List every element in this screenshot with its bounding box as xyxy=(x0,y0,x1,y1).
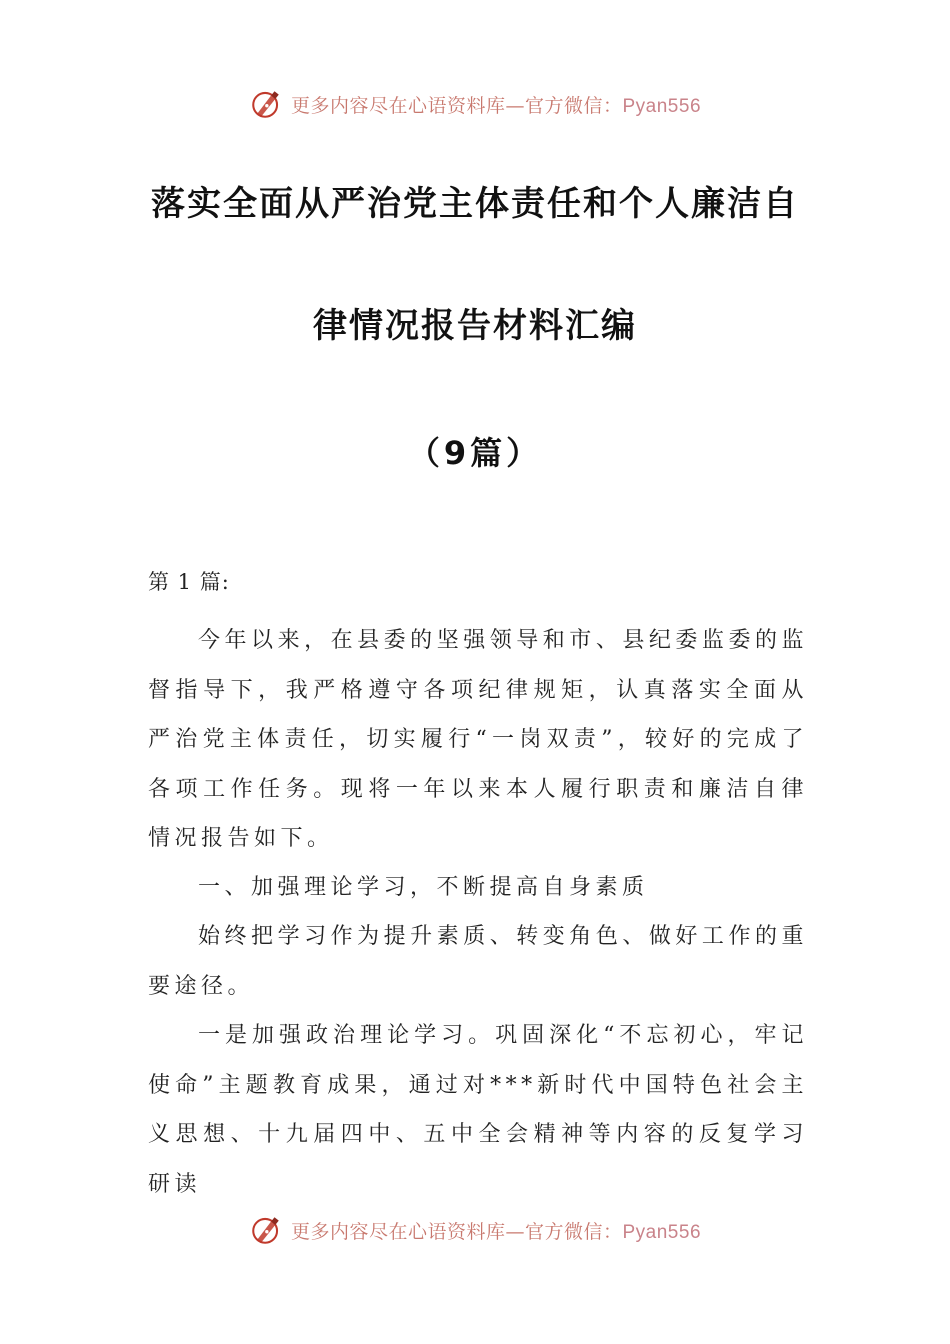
paragraph-study xyxy=(148,912,808,1011)
paragraph-text: 始终把学习作为提升素质、转变角色、做好工作的重要途径。 xyxy=(148,924,808,999)
paragraph-text: 一、加强理论学习，不断提高自身素质 xyxy=(198,875,649,900)
document-title-count: （9篇） xyxy=(407,434,543,472)
watermark-text: 更多内容尽在心语资料库—官方微信：Pyan556 xyxy=(290,1220,702,1243)
document-title-line-2: 律情况报告材料汇编 xyxy=(313,306,637,346)
pen-nib-circle-logo-icon xyxy=(249,1213,283,1247)
watermark-header xyxy=(0,84,950,124)
document-title-line-1: 落实全面从严治党主体责任和个人廉洁自 xyxy=(151,184,799,224)
section-label: 第 1 篇: xyxy=(148,570,230,594)
pen-nib-circle-logo-icon xyxy=(249,87,283,121)
paragraph-political-theory xyxy=(148,1011,808,1209)
paragraph-text: 今年以来，在县委的坚强领导和市、县纪委监委的监督指导下，我严格遵守各项纪律规矩，认真落实全面从严治党主体责任，切实履行“一岗双责”，较好的完成了各项工作任务。现将一年以来本人履行职责和廉洁自律情况报告如下。 xyxy=(148,628,808,851)
paragraph-intro xyxy=(148,616,808,864)
paragraph-heading-1 xyxy=(148,863,808,913)
watermark-footer xyxy=(0,1210,950,1250)
paragraph-text: 一是加强政治理论学习。巩固深化“不忘初心，牢记使命”主题教育成果，通过对***新时代中国特色社会主义思想、十九届四中、五中全会精神等内容的反复学习研读 xyxy=(148,1023,808,1197)
watermark-text: 更多内容尽在心语资料库—官方微信：Pyan556 xyxy=(290,94,702,117)
